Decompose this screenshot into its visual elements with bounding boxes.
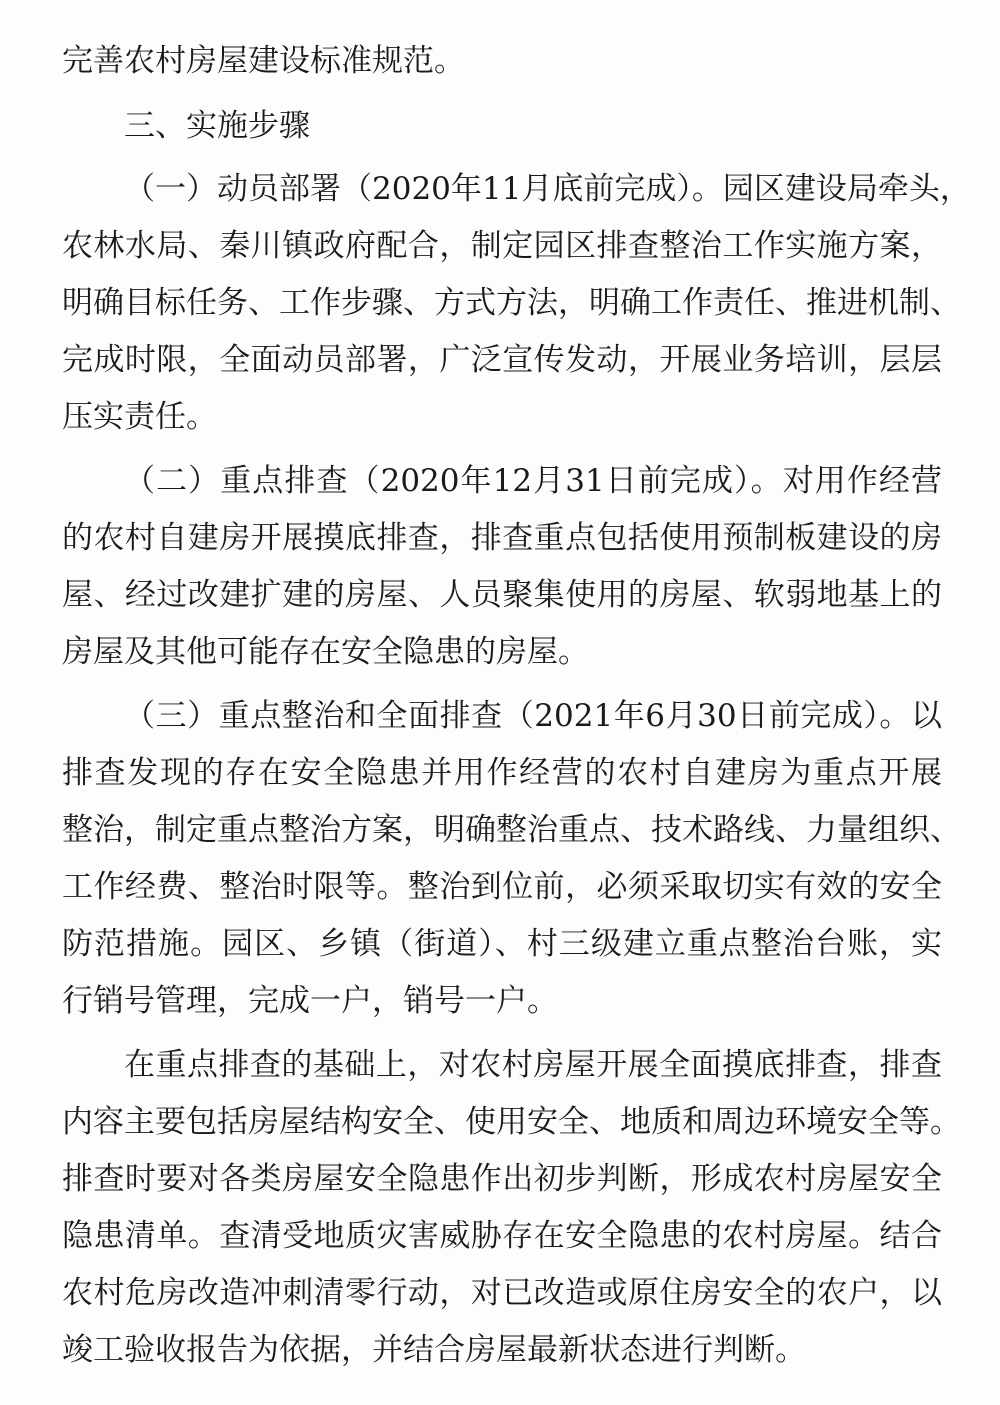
text-line-5: 明确目标任务、工作步骤、方式方法，明确工作责任、推进机制、 (62, 285, 961, 321)
text-line-7: 压实责任。 (62, 399, 217, 435)
text-line-22: 农村危房改造冲刺清零行动，对已改造或原住房安全的农户，以 (62, 1275, 942, 1311)
text-line-6: 完成时限，全面动员部署，广泛宣传发动，开展业务培训，层层 (62, 342, 942, 378)
text-line-17: 行销号管理，完成一户，销号一户。 (62, 983, 558, 1019)
text-line-10: 屋、经过改建扩建的房屋、人员聚集使用的房屋、软弱地基上的 (62, 577, 942, 613)
text-line-13: 排查发现的存在安全隐患并用作经营的农村自建房为重点开展 (62, 755, 942, 791)
text-line-16: 防范措施。园区、乡镇（街道）、村三级建立重点整治台账，实 (62, 926, 942, 962)
text-line-8: （二）重点排查（2020年12月31日前完成）。对用作经营 (124, 463, 942, 499)
text-line-21: 隐患清单。查清受地质灾害威胁存在安全隐患的农村房屋。结合 (62, 1218, 942, 1254)
text-line-12: （三）重点整治和全面排查（2021年6月30日前完成）。以 (124, 698, 942, 734)
section-heading-steps: 三、实施步骤 (124, 108, 310, 144)
text-line-19: 内容主要包括房屋结构安全、使用安全、地质和周边环境安全等。 (62, 1104, 961, 1140)
text-line-23: 竣工验收报告为依据，并结合房屋最新状态进行判断。 (62, 1332, 806, 1368)
text-line-4: 农林水局、秦川镇政府配合，制定园区排查整治工作实施方案， (62, 228, 942, 264)
text-line-18: 在重点排查的基础上，对农村房屋开展全面摸底排查，排查 (124, 1047, 942, 1083)
text-line-11: 房屋及其他可能存在安全隐患的房屋。 (62, 634, 589, 670)
text-line-3: （一）动员部署（2020年11月底前完成）。园区建设局牵头， (124, 171, 971, 207)
text-line-1: 完善农村房屋建设标准规范。 (62, 43, 465, 79)
text-line-20: 排查时要对各类房屋安全隐患作出初步判断，形成农村房屋安全 (62, 1161, 942, 1197)
text-line-9: 的农村自建房开展摸底排查，排查重点包括使用预制板建设的房 (62, 520, 942, 556)
text-line-15: 工作经费、整治时限等。整治到位前，必须采取切实有效的安全 (62, 869, 942, 905)
text-line-14: 整治，制定重点整治方案，明确整治重点、技术路线、力量组织、 (62, 812, 961, 848)
